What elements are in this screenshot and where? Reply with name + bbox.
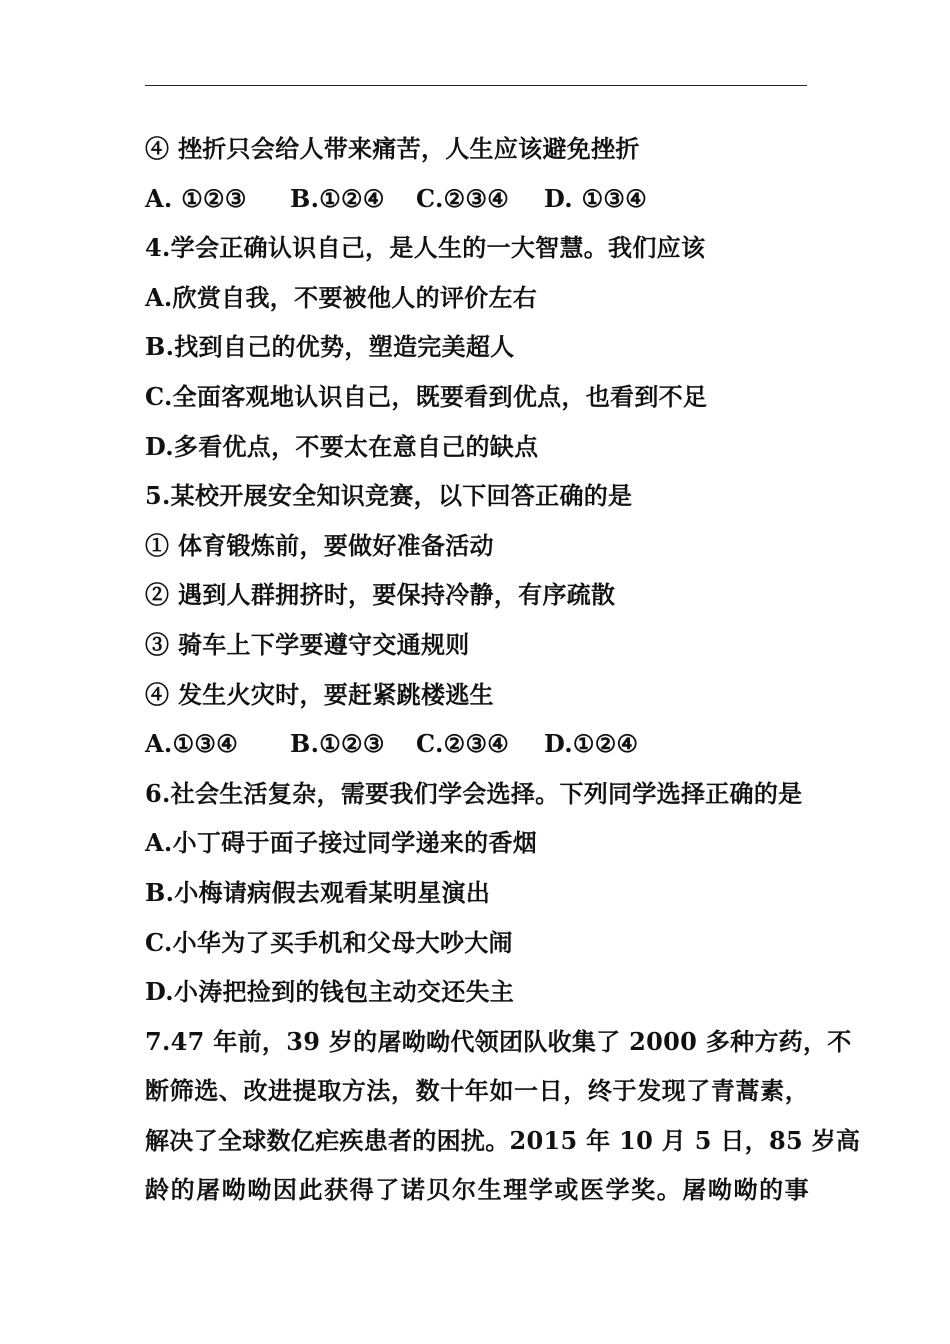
q5-statement-4: ④ 发生火灾时，要赶紧跳楼逃生: [145, 679, 494, 709]
q4-option-a: A.欣赏自我，不要被他人的评价左右: [145, 282, 538, 312]
q5-options: [145, 719, 809, 769]
q7-stem-line-1: 7.47 年前，39 岁的屠呦呦代领团队收集了 2000 多种方药，不: [145, 1026, 852, 1056]
q6-stem: 6.社会生活复杂，需要我们学会选择。下列同学选择正确的是: [145, 778, 803, 808]
q7-stem-line-2: 断筛选、改进提取方法，数十年如一日，终于发现了青蒿素，: [145, 1076, 809, 1106]
q3-statement-4: ④ 挫折只会给人带来痛苦，人生应该避免挫折: [145, 134, 640, 163]
q4-option-c: C.全面客观地认识自己，既要看到优点，也看到不足: [145, 381, 708, 411]
q5-stem: 5.某校开展安全知识竞赛，以下回答正确的是: [145, 481, 633, 511]
q5-option-c: C.②③④: [416, 729, 510, 759]
q3-option-c: C.②③④: [416, 183, 510, 213]
q3-option-a: A. ①②③: [145, 183, 247, 213]
header-rule: [145, 85, 807, 86]
q7-stem-line-4: 龄的屠呦呦因此获得了诺贝尔生理学或医学奖。屠呦呦的事: [145, 1175, 809, 1205]
exam-content: [145, 124, 861, 1215]
q3-option-d: D. ①③④: [544, 183, 648, 213]
q6-option-c: C.小华为了买手机和父母大吵大闹: [145, 927, 513, 957]
q4-option-d: D.多看优点，不要太在意自己的缺点: [145, 431, 539, 461]
q4-stem: 4.学会正确认识自己，是人生的一大智慧。我们应该: [145, 233, 706, 263]
q4-option-b: B.找到自己的优势，塑造完美超人: [145, 332, 515, 362]
q5-statement-2: ② 遇到人群拥挤时，要保持冷静，有序疏散: [145, 580, 616, 610]
q5-option-b: B.①②③: [290, 729, 385, 759]
q6-option-d: D.小涛把捡到的钱包主动交还失主: [145, 977, 515, 1007]
q6-option-a: A.小丁碍于面子接过同学递来的香烟: [145, 828, 538, 858]
q5-option-d: D.①②④: [544, 729, 639, 759]
q7-stem-line-3: 解决了全球数亿疟疾患者的困扰。2015 年 10 月 5 日，85 岁高: [145, 1125, 861, 1155]
q3-option-b: B.①②④: [290, 183, 385, 213]
q5-statement-3: ③ 骑车上下学要遵守交通规则: [145, 629, 470, 659]
q5-statement-1: ① 体育锻炼前，要做好准备活动: [145, 530, 494, 560]
q6-option-b: B.小梅请病假去观看某明星演出: [145, 877, 491, 907]
q3-options: [145, 174, 809, 224]
q5-option-a: A.①③④: [145, 729, 239, 759]
